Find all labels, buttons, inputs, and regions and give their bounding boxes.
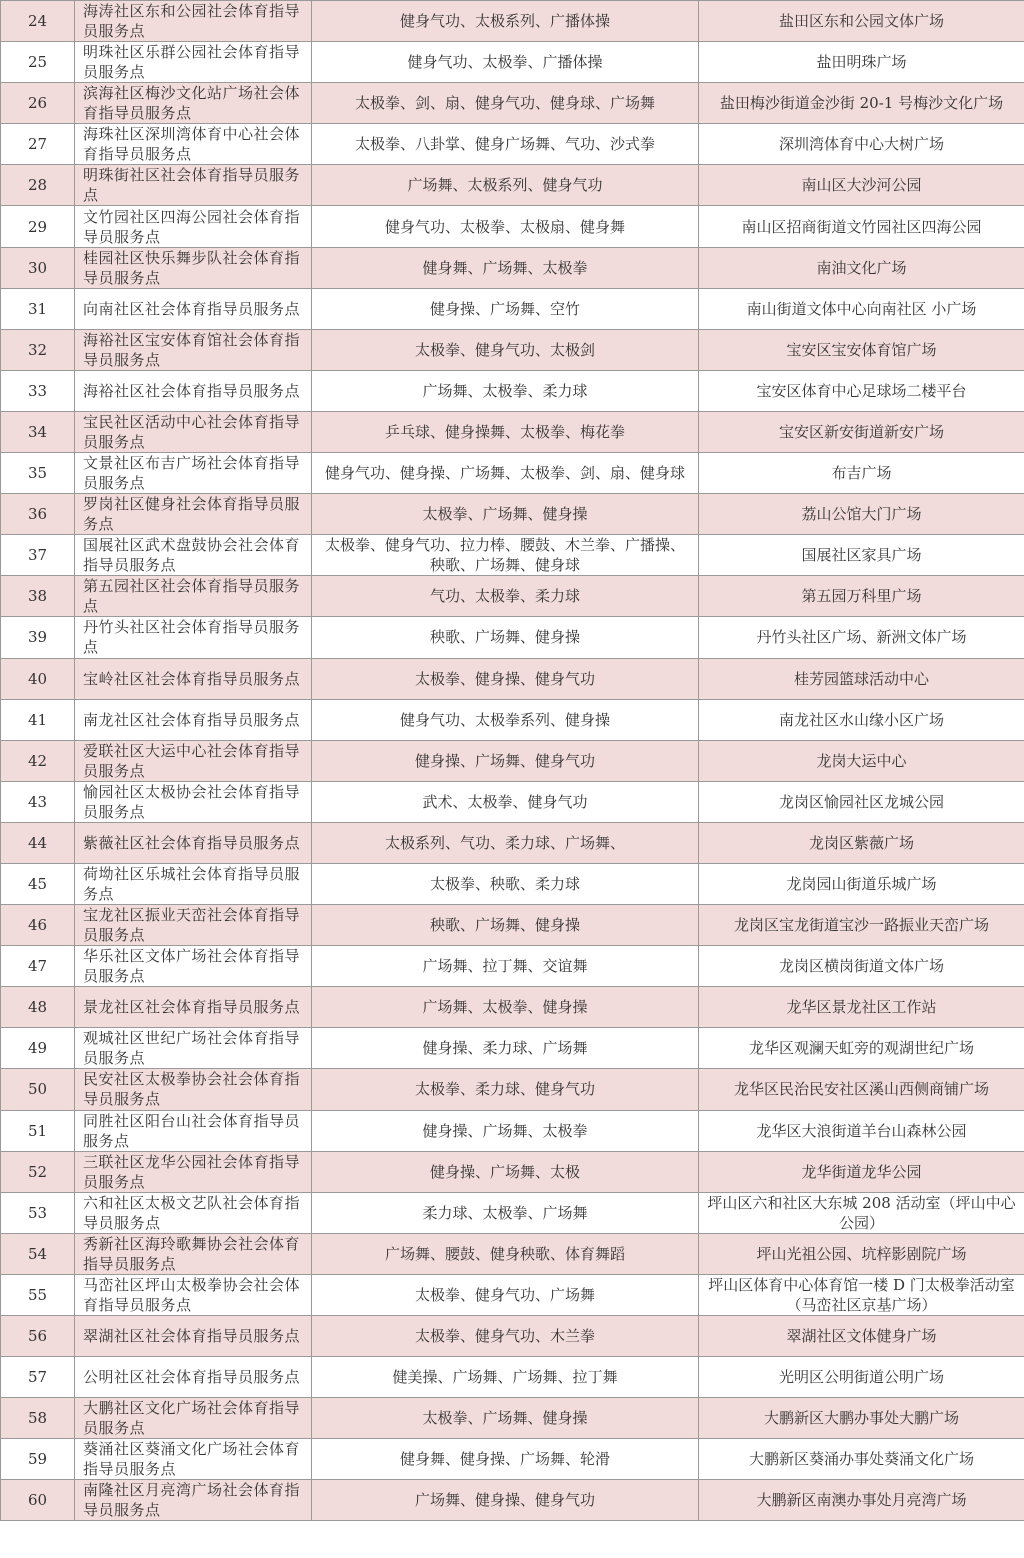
service-point-name: 紫薇社区社会体育指导员服务点 [75, 822, 312, 863]
service-point-name: 荷坳社区乐城社会体育指导员服务点 [75, 863, 312, 904]
activity-location: 南山区招商街道文竹园社区四海公园 [699, 206, 1024, 247]
activity-items: 太极拳、秧歌、柔力球 [312, 863, 699, 904]
activity-location: 龙岗区宝龙街道宝沙一路振业天峦广场 [699, 905, 1024, 946]
table-row [1, 1398, 1024, 1439]
activity-items: 健身气功、太极系列、广播体操 [312, 1, 699, 42]
activity-location: 布吉广场 [699, 453, 1024, 494]
table-row [1, 165, 1024, 206]
row-number: 57 [1, 1357, 75, 1398]
activity-items: 太极拳、广场舞、健身操 [312, 494, 699, 535]
table-row [1, 206, 1024, 247]
activity-items: 健身气功、太极拳系列、健身操 [312, 699, 699, 740]
activity-items: 太极拳、广场舞、健身操 [312, 1398, 699, 1439]
row-number: 35 [1, 453, 75, 494]
table-row [1, 781, 1024, 822]
activity-items: 健身操、广场舞、太极 [312, 1151, 699, 1192]
row-number: 38 [1, 576, 75, 617]
activity-items: 气功、太极拳、柔力球 [312, 576, 699, 617]
table-row [1, 946, 1024, 987]
row-number: 26 [1, 83, 75, 124]
activity-location: 大鹏新区南澳办事处月亮湾广场 [699, 1480, 1024, 1521]
table-row [1, 83, 1024, 124]
service-point-name: 明珠社区乐群公园社会体育指导员服务点 [75, 42, 312, 83]
table-row [1, 617, 1024, 658]
service-point-name: 大鹏社区文化广场社会体育指导员服务点 [75, 1398, 312, 1439]
service-point-name: 愉园社区太极协会社会体育指导员服务点 [75, 781, 312, 822]
row-number: 59 [1, 1439, 75, 1480]
table-row [1, 1480, 1024, 1521]
table-row [1, 1274, 1024, 1315]
activity-location: 坪山光祖公园、坑梓影剧院广场 [699, 1233, 1024, 1274]
activity-items: 秧歌、广场舞、健身操 [312, 905, 699, 946]
activity-items: 武术、太极拳、健身气功 [312, 781, 699, 822]
activity-items: 太极拳、健身气功、拉力棒、腰鼓、木兰拳、广播操、秧歌、广场舞、健身球 [312, 535, 699, 576]
service-point-name: 桂园社区快乐舞步队社会体育指导员服务点 [75, 247, 312, 288]
activity-items: 秧歌、广场舞、健身操 [312, 617, 699, 658]
table-row [1, 658, 1024, 699]
activity-location: 光明区公明街道公明广场 [699, 1357, 1024, 1398]
activity-location: 龙岗大运中心 [699, 740, 1024, 781]
row-number: 34 [1, 411, 75, 452]
activity-items: 太极拳、剑、扇、健身气功、健身球、广场舞 [312, 83, 699, 124]
table-row [1, 494, 1024, 535]
activity-location: 南油文化广场 [699, 247, 1024, 288]
row-number: 45 [1, 863, 75, 904]
activity-items: 健身操、广场舞、太极拳 [312, 1110, 699, 1151]
row-number: 41 [1, 699, 75, 740]
table-row [1, 1233, 1024, 1274]
row-number: 49 [1, 1028, 75, 1069]
activity-items: 太极拳、健身气功、广场舞 [312, 1274, 699, 1315]
table-row [1, 740, 1024, 781]
table-row [1, 905, 1024, 946]
table-row [1, 535, 1024, 576]
service-point-name: 南龙社区社会体育指导员服务点 [75, 699, 312, 740]
activity-location: 龙华区民治民安社区溪山西侧商铺广场 [699, 1069, 1024, 1110]
table-row [1, 124, 1024, 165]
service-point-name: 海裕社区社会体育指导员服务点 [75, 370, 312, 411]
activity-items: 健身气功、太极拳、太极扇、健身舞 [312, 206, 699, 247]
activity-location: 盐田梅沙街道金沙街 20-1 号梅沙文化广场 [699, 83, 1024, 124]
service-point-name: 马峦社区坪山太极拳协会社会体育指导员服务点 [75, 1274, 312, 1315]
activity-location: 坪山区体育中心体育馆一楼 D 门太极拳活动室（马峦社区京基广场） [699, 1274, 1024, 1315]
service-point-name: 华乐社区文体广场社会体育指导员服务点 [75, 946, 312, 987]
activity-items: 广场舞、健身操、健身气功 [312, 1480, 699, 1521]
row-number: 44 [1, 822, 75, 863]
table-row [1, 1069, 1024, 1110]
table-row [1, 411, 1024, 452]
activity-items: 太极系列、气功、柔力球、广场舞、 [312, 822, 699, 863]
activity-items: 太极拳、八卦掌、健身广场舞、气功、沙式拳 [312, 124, 699, 165]
table-row [1, 1, 1024, 42]
activity-location: 龙岗区横岗街道文体广场 [699, 946, 1024, 987]
row-number: 46 [1, 905, 75, 946]
row-number: 27 [1, 124, 75, 165]
row-number: 53 [1, 1192, 75, 1233]
service-point-name: 观城社区世纪广场社会体育指导员服务点 [75, 1028, 312, 1069]
row-number: 52 [1, 1151, 75, 1192]
row-number: 58 [1, 1398, 75, 1439]
service-point-name: 罗岗社区健身社会体育指导员服务点 [75, 494, 312, 535]
activity-items: 健身操、广场舞、空竹 [312, 288, 699, 329]
row-number: 31 [1, 288, 75, 329]
activity-location: 宝安区宝安体育馆广场 [699, 329, 1024, 370]
activity-location: 翠湖社区文体健身广场 [699, 1316, 1024, 1357]
table-row [1, 1439, 1024, 1480]
table-row [1, 1110, 1024, 1151]
activity-items: 健身舞、广场舞、太极拳 [312, 247, 699, 288]
service-point-name: 宝岭社区社会体育指导员服务点 [75, 658, 312, 699]
row-number: 40 [1, 658, 75, 699]
service-point-name: 景龙社区社会体育指导员服务点 [75, 987, 312, 1028]
service-point-name: 南隆社区月亮湾广场社会体育指导员服务点 [75, 1480, 312, 1521]
activity-items: 广场舞、腰鼓、健身秧歌、体育舞蹈 [312, 1233, 699, 1274]
row-number: 37 [1, 535, 75, 576]
service-point-name: 宝民社区活动中心社会体育指导员服务点 [75, 411, 312, 452]
activity-location: 龙岗区愉园社区龙城公园 [699, 781, 1024, 822]
service-point-name: 秀新社区海玲歌舞协会社会体育指导员服务点 [75, 1233, 312, 1274]
activity-location: 大鹏新区葵涌办事处葵涌文化广场 [699, 1439, 1024, 1480]
service-point-name: 葵涌社区葵涌文化广场社会体育指导员服务点 [75, 1439, 312, 1480]
table-row [1, 288, 1024, 329]
row-number: 54 [1, 1233, 75, 1274]
row-number: 24 [1, 1, 75, 42]
table-row [1, 1357, 1024, 1398]
service-point-name: 向南社区社会体育指导员服务点 [75, 288, 312, 329]
activity-items: 广场舞、太极拳、柔力球 [312, 370, 699, 411]
activity-items: 太极拳、健身操、健身气功 [312, 658, 699, 699]
activity-location: 龙岗园山街道乐城广场 [699, 863, 1024, 904]
activity-items: 健身操、广场舞、健身气功 [312, 740, 699, 781]
row-number: 43 [1, 781, 75, 822]
service-point-name: 民安社区太极拳协会社会体育指导员服务点 [75, 1069, 312, 1110]
activity-items: 健美操、广场舞、广场舞、拉丁舞 [312, 1357, 699, 1398]
activity-location: 龙华街道龙华公园 [699, 1151, 1024, 1192]
table-row [1, 1192, 1024, 1233]
row-number: 39 [1, 617, 75, 658]
activity-location: 宝安区新安街道新安广场 [699, 411, 1024, 452]
service-point-name: 六和社区太极文艺队社会体育指导员服务点 [75, 1192, 312, 1233]
activity-location: 龙华区观澜天虹旁的观湖世纪广场 [699, 1028, 1024, 1069]
table-row [1, 1151, 1024, 1192]
activity-location: 荔山公馆大门广场 [699, 494, 1024, 535]
activity-location: 龙岗区紫薇广场 [699, 822, 1024, 863]
table-row [1, 42, 1024, 83]
row-number: 30 [1, 247, 75, 288]
activity-location: 盐田区东和公园文体广场 [699, 1, 1024, 42]
activity-location: 龙华区大浪街道羊台山森林公园 [699, 1110, 1024, 1151]
table-row [1, 863, 1024, 904]
activity-location: 宝安区体育中心足球场二楼平台 [699, 370, 1024, 411]
service-point-name: 翠湖社区社会体育指导员服务点 [75, 1316, 312, 1357]
activity-items: 太极拳、柔力球、健身气功 [312, 1069, 699, 1110]
activity-location: 盐田明珠广场 [699, 42, 1024, 83]
service-point-name: 同胜社区阳台山社会体育指导员服务点 [75, 1110, 312, 1151]
service-point-name: 三联社区龙华公园社会体育指导员服务点 [75, 1151, 312, 1192]
activity-items: 广场舞、太极拳、健身操 [312, 987, 699, 1028]
activity-items: 柔力球、太极拳、广场舞 [312, 1192, 699, 1233]
service-point-name: 丹竹头社区社会体育指导员服务点 [75, 617, 312, 658]
row-number: 56 [1, 1316, 75, 1357]
service-point-name: 海涛社区东和公园社会体育指导员服务点 [75, 1, 312, 42]
activity-location: 国展社区家具广场 [699, 535, 1024, 576]
service-point-name: 海珠社区深圳湾体育中心社会体育指导员服务点 [75, 124, 312, 165]
row-number: 47 [1, 946, 75, 987]
activity-items: 广场舞、拉丁舞、交谊舞 [312, 946, 699, 987]
activity-items: 健身气功、太极拳、广播体操 [312, 42, 699, 83]
row-number: 29 [1, 206, 75, 247]
table-row [1, 1028, 1024, 1069]
activity-location: 坪山区六和社区大东城 208 活动室（坪山中心公园） [699, 1192, 1024, 1233]
activity-items: 健身舞、健身操、广场舞、轮滑 [312, 1439, 699, 1480]
activity-location: 深圳湾体育中心大树广场 [699, 124, 1024, 165]
activity-items: 乒乓球、健身操舞、太极拳、梅花拳 [312, 411, 699, 452]
service-point-name: 文竹园社区四海公园社会体育指导员服务点 [75, 206, 312, 247]
service-point-name: 爱联社区大运中心社会体育指导员服务点 [75, 740, 312, 781]
activity-items: 健身操、柔力球、广场舞 [312, 1028, 699, 1069]
row-number: 28 [1, 165, 75, 206]
row-number: 33 [1, 370, 75, 411]
service-point-name: 宝龙社区振业天峦社会体育指导员服务点 [75, 905, 312, 946]
activity-items: 健身气功、健身操、广场舞、太极拳、剑、扇、健身球 [312, 453, 699, 494]
activity-location: 南山区大沙河公园 [699, 165, 1024, 206]
table-row [1, 329, 1024, 370]
service-point-name: 海裕社区宝安体育馆社会体育指导员服务点 [75, 329, 312, 370]
row-number: 25 [1, 42, 75, 83]
table-row [1, 822, 1024, 863]
row-number: 60 [1, 1480, 75, 1521]
service-point-name: 第五园社区社会体育指导员服务点 [75, 576, 312, 617]
table-row [1, 1316, 1024, 1357]
activity-location: 第五园万科里广场 [699, 576, 1024, 617]
table-row [1, 370, 1024, 411]
row-number: 36 [1, 494, 75, 535]
service-point-name: 滨海社区梅沙文化站广场社会体育指导员服务点 [75, 83, 312, 124]
row-number: 50 [1, 1069, 75, 1110]
activity-location: 南山街道文体中心向南社区 小广场 [699, 288, 1024, 329]
table-row [1, 576, 1024, 617]
activity-location: 龙华区景龙社区工作站 [699, 987, 1024, 1028]
activity-items: 太极拳、健身气功、木兰拳 [312, 1316, 699, 1357]
table-body [1, 1, 1024, 1521]
table-row [1, 987, 1024, 1028]
row-number: 55 [1, 1274, 75, 1315]
table-row [1, 247, 1024, 288]
row-number: 32 [1, 329, 75, 370]
service-point-name: 公明社区社会体育指导员服务点 [75, 1357, 312, 1398]
table-row [1, 453, 1024, 494]
service-point-name: 明珠街社区社会体育指导员服务点 [75, 165, 312, 206]
service-point-name: 国展社区武术盘鼓协会社会体育指导员服务点 [75, 535, 312, 576]
activity-items: 广场舞、太极系列、健身气功 [312, 165, 699, 206]
table-row [1, 699, 1024, 740]
activity-items: 太极拳、健身气功、太极剑 [312, 329, 699, 370]
row-number: 48 [1, 987, 75, 1028]
activity-location: 大鹏新区大鹏办事处大鹏广场 [699, 1398, 1024, 1439]
row-number: 51 [1, 1110, 75, 1151]
service-point-name: 文景社区布吉广场社会体育指导员服务点 [75, 453, 312, 494]
row-number: 42 [1, 740, 75, 781]
activity-location: 南龙社区水山缘小区广场 [699, 699, 1024, 740]
activity-location: 桂芳园篮球活动中心 [699, 658, 1024, 699]
activity-location: 丹竹头社区广场、新洲文体广场 [699, 617, 1024, 658]
